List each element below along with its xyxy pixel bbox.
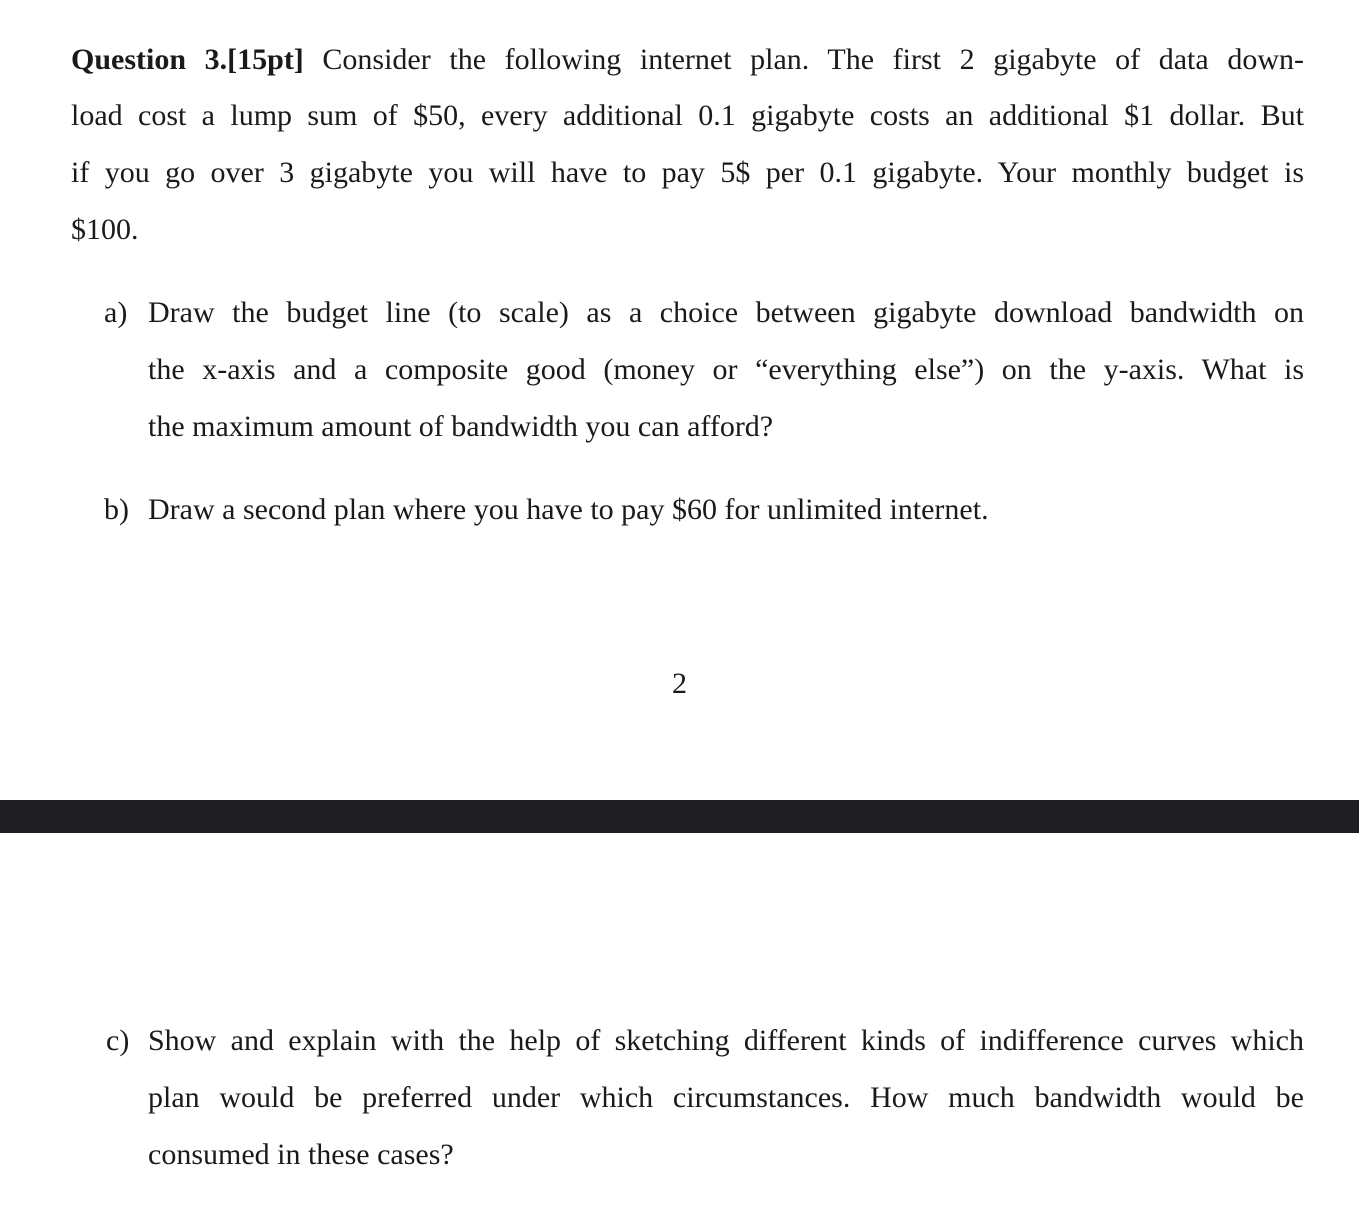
question-line-4: $100. bbox=[71, 213, 139, 246]
part-b-line-1: Draw a second plan where you have to pay $60 for unlimited internet. bbox=[148, 493, 989, 526]
part-a-line-3: the maximum amount of bandwidth you can afford? bbox=[148, 410, 774, 443]
question-text-1: Consider the following internet plan. The first 2 gigabyte of data down- bbox=[303, 43, 1304, 76]
question-line-2: load cost a lump sum of $50, every additional 0.1 gigabyte costs an additional $1 dollar. But bbox=[71, 99, 1304, 132]
part-c-line-3: consumed in these cases? bbox=[148, 1138, 454, 1171]
question-line-1 bbox=[71, 42, 1304, 78]
page-number: 2 bbox=[672, 667, 687, 700]
part-c-line-2: plan would be preferred under which circumstances. How much bandwidth would be bbox=[148, 1081, 1304, 1114]
page-separator bbox=[0, 800, 1359, 833]
part-a-line-1: Draw the budget line (to scale) as a choice between gigabyte download bandwidth on bbox=[148, 296, 1304, 329]
part-a-line-2: the x-axis and a composite good (money or “everything else”) on the y-axis. What is bbox=[148, 353, 1304, 386]
part-b-label: b) bbox=[104, 493, 129, 526]
part-a-label: a) bbox=[104, 296, 128, 329]
part-c-label: c) bbox=[106, 1024, 130, 1057]
part-c-line-1: Show and explain with the help of sketching different kinds of indifference curves which bbox=[148, 1024, 1304, 1057]
question-number: Question 3. bbox=[71, 43, 228, 76]
document-page-bottom bbox=[0, 833, 1359, 1212]
question-line-3: if you go over 3 gigabyte you will have to pay 5$ per 0.1 gigabyte. Your monthly budget is bbox=[71, 156, 1304, 189]
question-points: [15pt] bbox=[227, 43, 304, 76]
